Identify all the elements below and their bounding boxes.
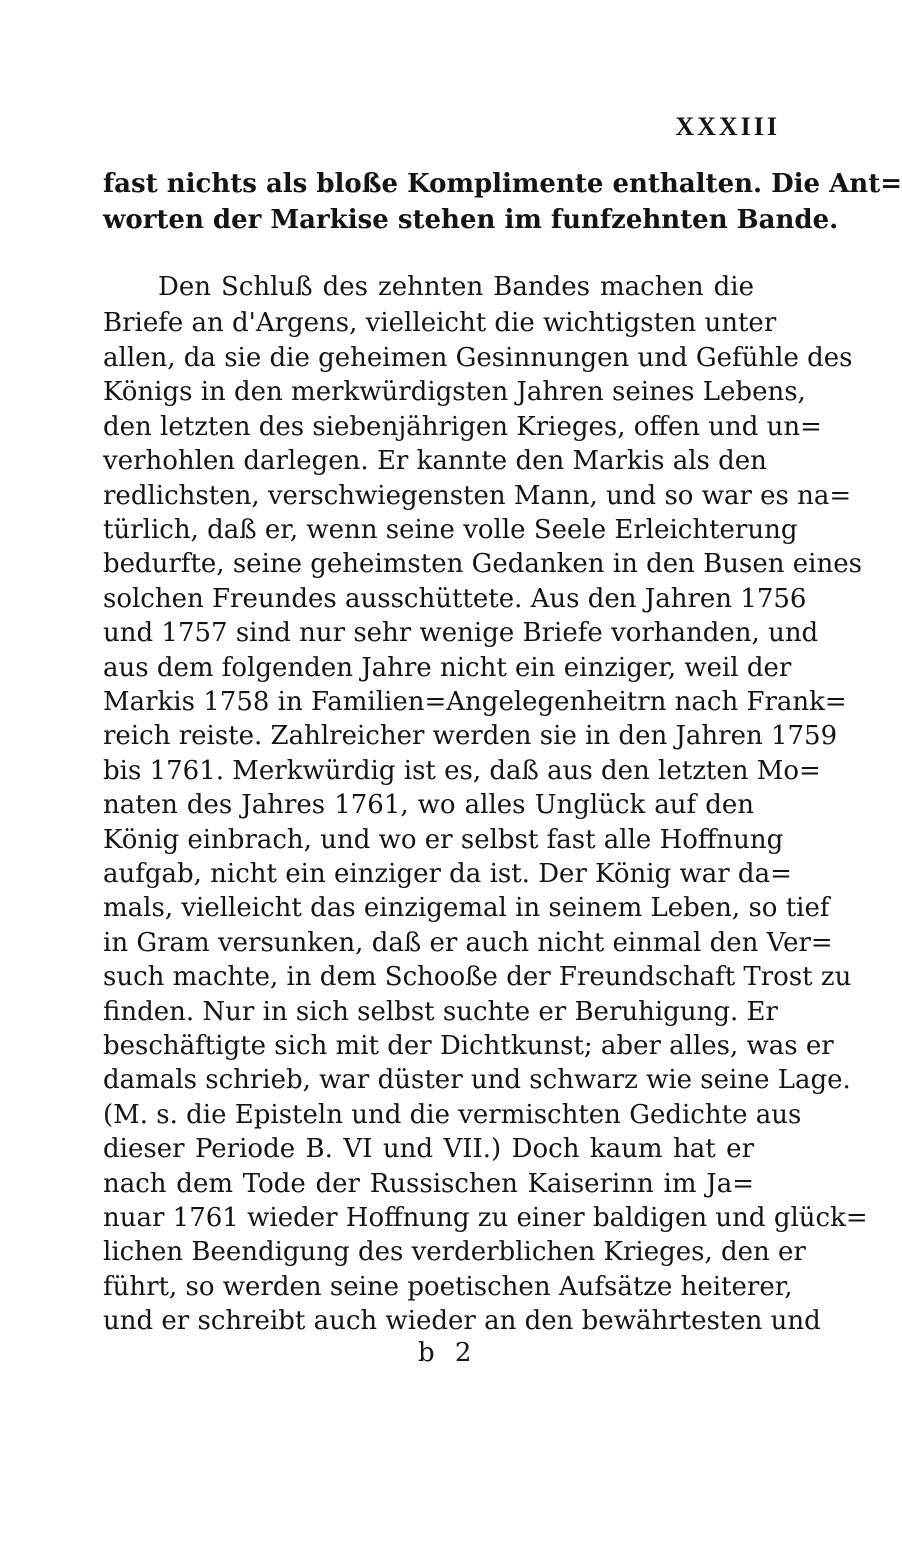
text-line: Markis 1758 in Familien=Angelegenheitrn nach Frank= — [103, 687, 847, 717]
text-line: in Gram versunken, daß er auch nicht einmal den Ver= — [103, 928, 833, 958]
text-line: den letzten des siebenjährigen Krieges, offen und un= — [103, 412, 822, 442]
text-line: Den Schluß des zehnten Bandes machen die — [158, 272, 754, 302]
text-line: fast nichts als bloße Komplimente enthalten. Die Ant= — [103, 169, 902, 199]
text-line: nuar 1761 wieder Hoffnung zu einer baldigen und glück= — [103, 1203, 868, 1233]
text-line: mals, vielleicht das einzigemal in seinem Leben, so tief — [103, 893, 830, 923]
text-line: damals schrieb, war düster und schwarz wie seine Lage. — [103, 1065, 851, 1095]
text-line: Königs in den merkwürdigsten Jahren seines Lebens, — [103, 377, 806, 407]
text-line: solchen Freundes ausschüttete. Aus den Jahren 1756 — [103, 584, 807, 614]
text-line: und 1757 sind nur sehr wenige Briefe vorhanden, und — [103, 618, 819, 648]
text-line: aufgab, nicht ein einziger da ist. Der König war da= — [103, 859, 792, 889]
text-line: dieser Periode B. VI und VII.) Doch kaum hat er — [103, 1134, 754, 1164]
text-line: führt, so werden seine poetischen Aufsätze heiterer, — [103, 1272, 793, 1302]
text-line: finden. Nur in sich selbst suchte er Beruhigung. Er — [103, 997, 778, 1027]
text-line: verhohlen darlegen. Er kannte den Markis als den — [103, 446, 767, 476]
text-line: such machte, in dem Schooße der Freundschaft Trost zu — [103, 962, 852, 992]
text-line: worten der Markise stehen im funfzehnten Bande. — [103, 205, 839, 235]
text-line: (M. s. die Episteln und die vermischten Gedichte aus — [103, 1100, 802, 1130]
text-line: beschäftigte sich mit der Dichtkunst; aber alles, was er — [103, 1031, 834, 1061]
text-line: aus dem folgenden Jahre nicht ein einziger, weil der — [103, 653, 792, 683]
text-line: naten des Jahres 1761, wo alles Unglück auf den — [103, 790, 754, 820]
text-line: reich reiste. Zahlreicher werden sie in den Jahren 1759 — [103, 721, 838, 751]
text-line: allen, da sie die geheimen Gesinnungen und Gefühle des — [103, 343, 853, 373]
text-line: redlichsten, verschwiegensten Mann, und so war es na= — [103, 481, 852, 511]
text-line: türlich, daß er, wenn seine volle Seele Erleichterung — [103, 515, 798, 545]
signature-mark: b 2 — [418, 1338, 478, 1368]
text-line: König einbrach, und wo er selbst fast alle Hoffnung — [103, 825, 784, 855]
text-line: lichen Beendigung des verderblichen Krieges, den er — [103, 1237, 806, 1267]
text-line: Briefe an d'Argens, vielleicht die wichtigsten unter — [103, 308, 777, 338]
text-line: nach dem Tode der Russischen Kaiserinn im Ja= — [103, 1169, 754, 1199]
text-line: bis 1761. Merkwürdig ist es, daß aus den letzten Mo= — [103, 756, 821, 786]
text-line: bedurfte, seine geheimsten Gedanken in den Busen eines — [103, 549, 862, 579]
text-line: und er schreibt auch wieder an den bewährtesten und — [103, 1306, 821, 1336]
page-number: XXXIII — [675, 112, 780, 141]
